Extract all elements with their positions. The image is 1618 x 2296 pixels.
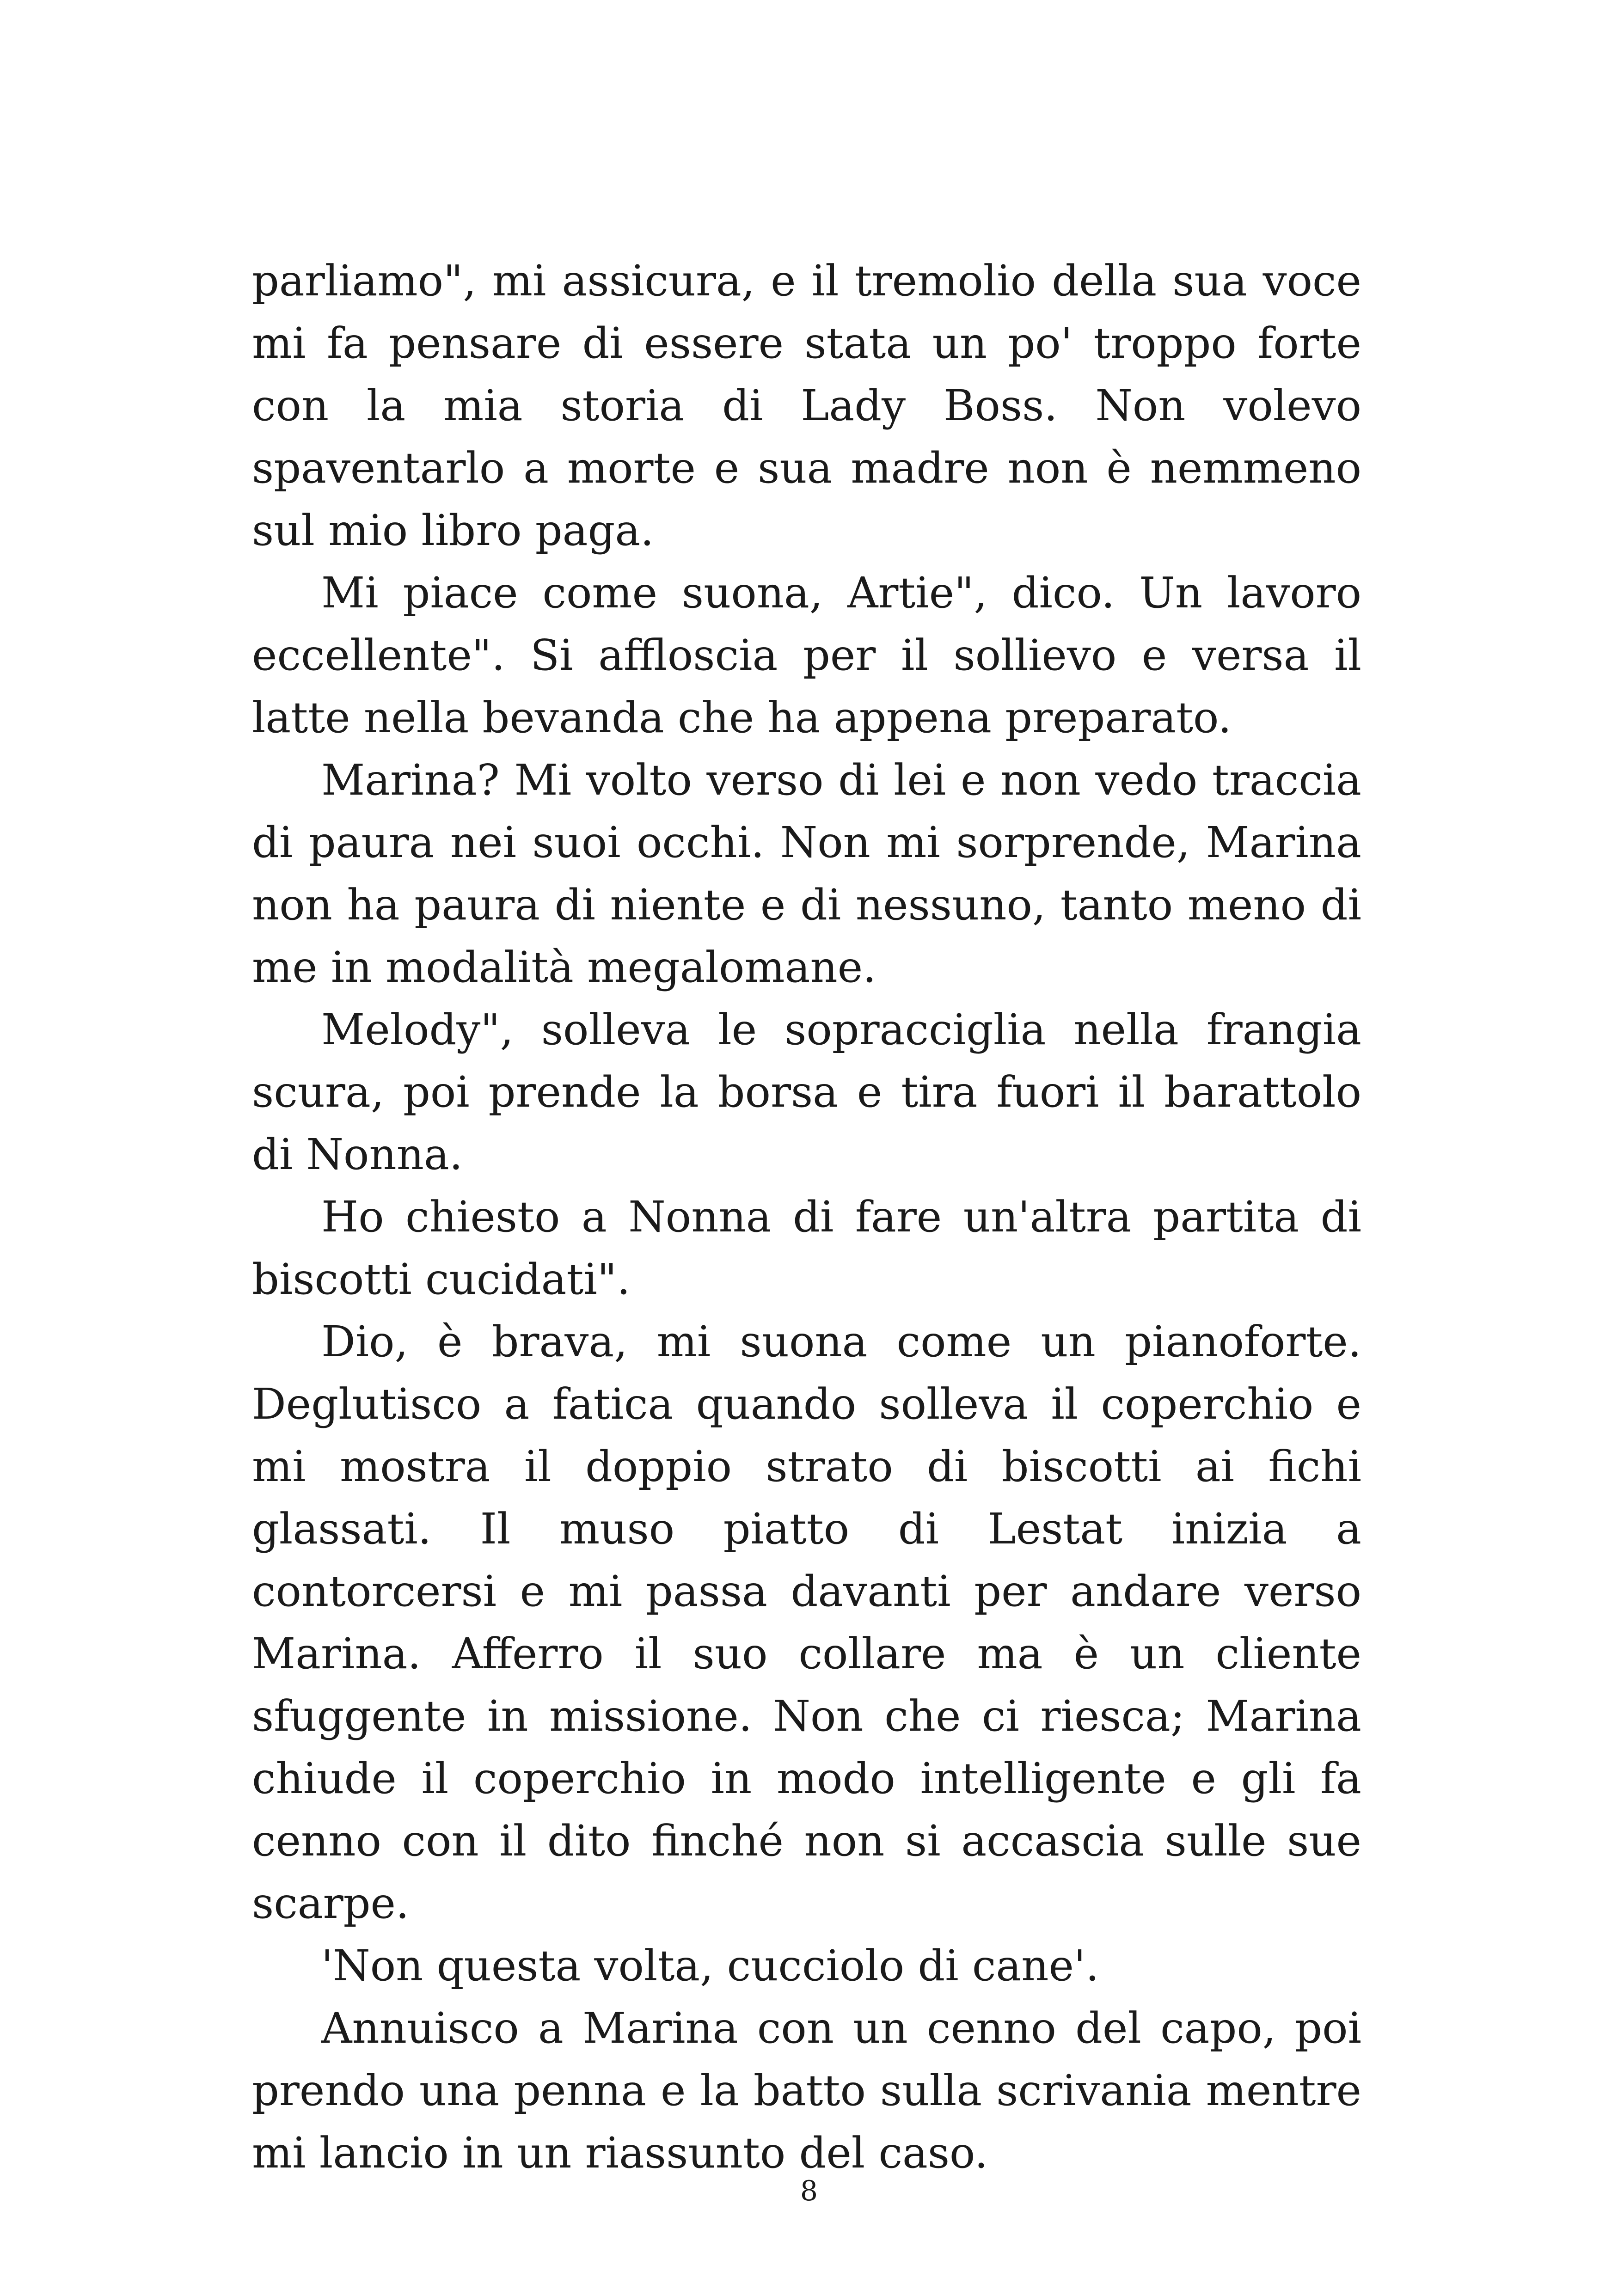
paragraph: 'Non questa volta, cucciolo di cane'. bbox=[321, 1941, 1099, 1990]
paragraph: Ho chiesto a Nonna di fare un'altra partita di biscotti cucidati". bbox=[252, 1192, 1361, 1304]
paragraph: parliamo", mi assicura, e il tremolio della sua voce mi fa pensare di essere stata un po' troppo forte con la mia storia di Lady Boss. Non volevo spaventarlo a morte e sua madre non è nemmeno sul mio libro paga. bbox=[252, 256, 1361, 555]
paragraph: Melody", solleva le sopracciglia nella frangia scura, poi prende la borsa e tira fuori il barattolo di Nonna. bbox=[252, 1005, 1361, 1179]
paragraph: Marina? Mi volto verso di lei e non vedo traccia di paura nei suoi occhi. Non mi sorprende, Marina non ha paura di niente e di nessuno, tanto meno di me in modalità megalomane. bbox=[252, 755, 1361, 992]
body-text bbox=[252, 250, 1361, 2184]
paragraph: Annuisco a Marina con un cenno del capo, poi prendo una penna e la batto sulla scrivania mentre mi lancio in un riassunto del caso. bbox=[252, 2003, 1361, 2178]
page-number: 8 bbox=[800, 2175, 818, 2207]
paragraph: Dio, è brava, mi suona come un pianoforte. Deglutisco a fatica quando solleva il coperchio e mi mostra il doppio strato di biscotti ai fichi glassati. Il muso piatto di Lestat inizia a contorcersi e mi passa davanti per andare verso Marina. Afferro il suo collare ma è un cliente sfuggente in missione. Non che ci riesca; Marina chiude il coperchio in modo intelligente e gli fa cenno con il dito finché non si accascia sulle sue scarpe. bbox=[252, 1317, 1361, 1928]
paragraph: Mi piace come suona, Artie", dico. Un lavoro eccellente". Si affloscia per il sollievo e versa il latte nella bevanda che ha appena preparato. bbox=[252, 568, 1361, 742]
